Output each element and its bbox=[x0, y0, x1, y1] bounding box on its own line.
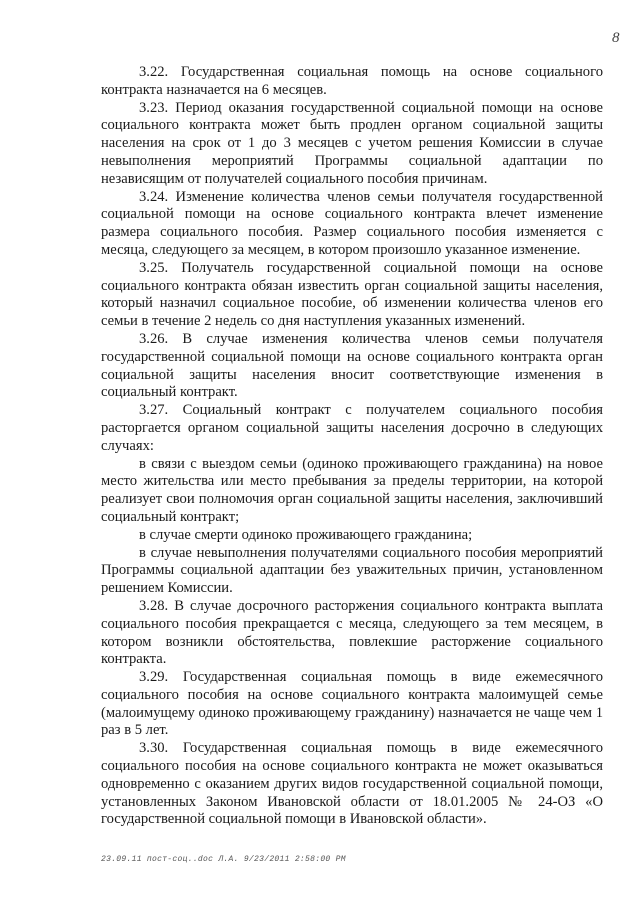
paragraph-3-26: 3.26. В случае изменения количества членов семьи получателя государственной социальной помощи на основе социального контракта орган социальной защиты населения вносит соответствующие изменения в социальный контракт. bbox=[101, 330, 603, 401]
list-item-relocation: в связи с выездом семьи (одиноко проживающего гражданина) на новое место жительства или место пребывания за пределы территории, на которой реализует свои полномочия орган социальной защиты населения, заключивший социальный контракт; bbox=[101, 455, 603, 525]
paragraph-3-24: 3.24. Изменение количества членов семьи получателя государственной социальной помощи на основе социального контракта влечет изменение размера социального пособия. Размер социального пособия изменяется с месяца, следующего за месяцем, в котором произошло указанное изменение. bbox=[101, 188, 603, 258]
paragraph-3-23: 3.23. Период оказания государственной социальной помощи на основе социального контракта может быть продлен органом социальной защиты населения на срок от 1 до 3 месяцев с учетом решения Комиссии в случае невыполнения мероприятий Программы социальной адаптации по независящим от получателей социального пособия причинам. bbox=[101, 99, 603, 187]
paragraph-3-25: 3.25. Получатель государственной социальной помощи на основе социального контракта обязан известить орган социальной защиты населения, который назначил социальное пособие, об изменении количества членов его семьи в течение 2 недель со дня наступления указанных изменений. bbox=[101, 259, 603, 330]
document-body bbox=[101, 64, 603, 829]
footer-file-info: 23.09.11 пост-соц..doc Л.А. 9/23/2011 2:58:00 PM bbox=[101, 855, 346, 864]
paragraph-3-29: 3.29. Государственная социальная помощь в виде ежемесячного социального пособия на основе социального контракта малоимущей семье (малоимущему одиноко проживающему гражданину) назначается не чаще чем 1 раз в 5 лет. bbox=[101, 669, 603, 739]
paragraph-3-28: 3.28. В случае досрочного расторжения социального контракта выплата социального пособия прекращается с месяца, следующего за тем месяцем, в котором возникли обстоятельства, повлекшие расторжение социального контракта. bbox=[101, 597, 603, 668]
list-item-death: в случае смерти одиноко проживающего гражданина; bbox=[139, 526, 473, 543]
paragraph-3-22: 3.22. Государственная социальная помощь на основе социального контракта назначается на 6 месяцев. bbox=[101, 64, 603, 98]
paragraph-3-30: 3.30. Государственная социальная помощь в виде ежемесячного социального пособия на основе социального контракта не может оказываться одновременно с оказанием других видов государственной социальной помощи, установленных Законом Ивановской области от 18.01.2005 № 24-ОЗ «О государственной социальной помощи в Ивановской области». bbox=[101, 740, 603, 828]
page-number: 8 bbox=[612, 30, 620, 46]
list-item-non-fulfillment: в случае невыполнения получателями социального пособия мероприятий Программы социальной адаптации без уважительных причин, установленном решением Комиссии. bbox=[101, 544, 603, 597]
paragraph-3-27: 3.27. Социальный контракт с получателем социального пособия расторгается органом социальной защиты населения досрочно в следующих случаях: bbox=[101, 402, 603, 454]
